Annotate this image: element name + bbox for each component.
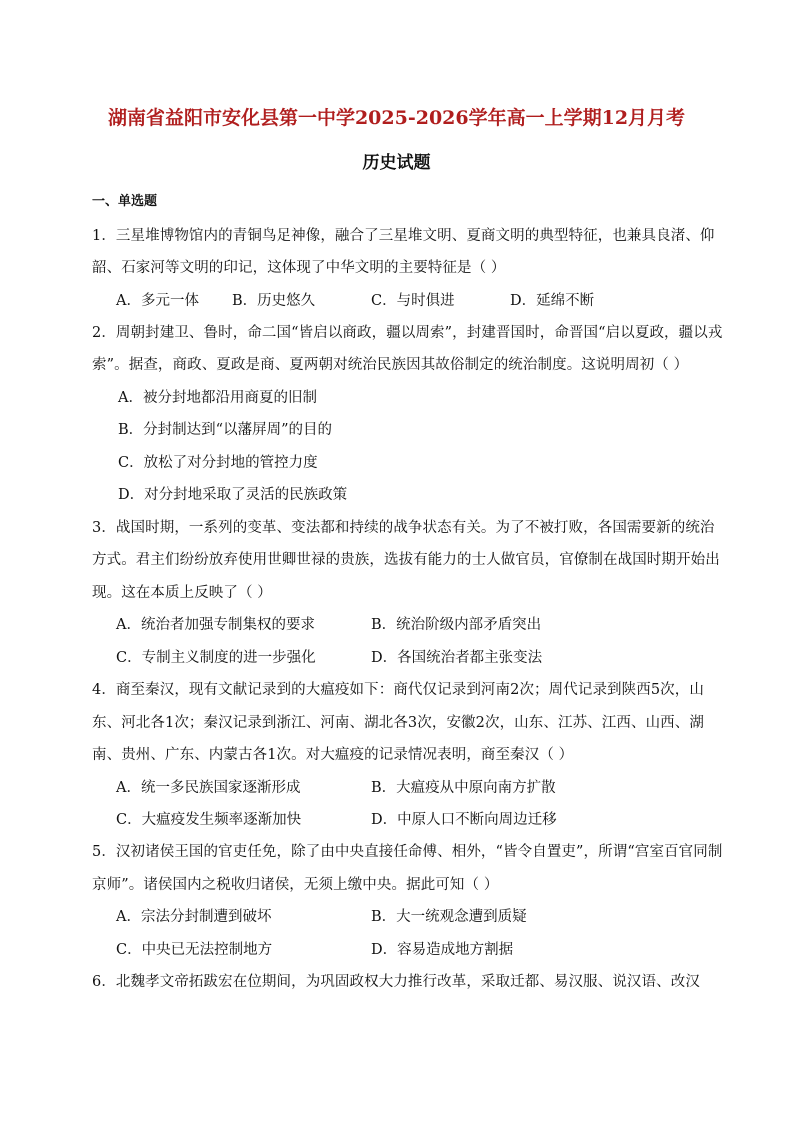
question-4-option-b: B．大瘟疫从中原向南方扩散 <box>371 780 556 796</box>
question-1-option-c: C．与时俱进 <box>371 293 455 309</box>
question-2-option-a: A．被分封地都沿用商夏的旧制 <box>118 390 317 406</box>
section-heading: 一、单选题 <box>92 194 158 209</box>
question-2-text-line-1: 2．周朝封建卫、鲁时，命二国“皆启以商政，疆以周索”，封建晋国时，命晋国“启以夏政，疆以戎 <box>92 325 723 341</box>
question-4-text-line-3: 南、贵州、广东、内蒙古各1次。对大瘟疫的记录情况表明，商至秦汉（ ） <box>92 747 574 763</box>
question-3-option-d: D．各国统治者都主张变法 <box>371 650 543 666</box>
question-4-text-line-1: 4．商至秦汉，现有文献记录到的大瘟疫如下：商代仅记录到河南2次；周代记录到陕西5次，山 <box>92 682 704 698</box>
question-5-option-d: D．容易造成地方割据 <box>371 942 514 958</box>
question-3-text-line-2: 方式。君主们纷纷放弃使用世卿世禄的贵族，选拔有能力的士人做官员，官僚制在战国时期开始出 <box>92 552 720 568</box>
question-4-option-a: A．统一多民族国家逐渐形成 <box>116 780 301 796</box>
question-3-option-c: C．专制主义制度的进一步强化 <box>116 650 316 666</box>
question-4-option-d: D．中原人口不断向周边迁移 <box>371 812 557 828</box>
question-5-option-c: C．中央已无法控制地方 <box>116 942 273 958</box>
question-1-option-a: A．多元一体 <box>116 293 199 309</box>
question-1-option-d: D．延绵不断 <box>510 293 595 309</box>
question-2-option-d: D．对分封地采取了灵活的民族政策 <box>118 487 348 503</box>
question-3-option-a: A．统治者加强专制集权的要求 <box>116 617 315 633</box>
question-2-option-c: C．放松了对分封地的管控力度 <box>118 455 318 471</box>
question-1-text-line-1: 1．三星堆博物馆内的青铜鸟足神像，融合了三星堆文明、夏商文明的典型特征，也兼具良渚、仰 <box>92 228 715 244</box>
question-5-option-b: B．大一统观念遭到质疑 <box>371 909 527 925</box>
question-3-text-line-3: 现。这在本质上反映了（ ） <box>92 585 272 601</box>
exam-subtitle: 历史试题 <box>362 153 431 173</box>
question-6-text-line-1: 6．北魏孝文帝拓跋宏在位期间，为巩固政权大力推行改革，采取迁都、易汉服、说汉语、改汉 <box>92 974 700 990</box>
question-2-text-line-2: 索”。据查，商政、夏政是商、夏两朝对统治民族因其故俗制定的统治制度。这说明周初（ ） <box>92 357 689 373</box>
question-4-option-c: C．大瘟疫发生频率逐渐加快 <box>116 812 302 828</box>
question-4-text-line-2: 东、河北各1次；秦汉记录到浙江、河南、湖北各3次，安徽2次，山东、江苏、江西、山西、湖 <box>92 715 704 731</box>
question-5-option-a: A．宗法分封制遭到破坏 <box>116 909 272 925</box>
exam-title: 湖南省益阳市安化县第一中学2025-2026学年高一上学期12月月考 <box>107 107 686 129</box>
question-5-text-line-1: 5．汉初诸侯王国的官吏任免，除了由中央直接任命傅、相外，“皆令自置吏”，所谓“宫室百官同制 <box>92 844 723 860</box>
question-2-option-b: B．分封制达到“以藩屏周”的目的 <box>118 422 332 438</box>
question-1-option-b: B．历史悠久 <box>232 293 316 309</box>
question-1-text-line-2: 韶、石家河等文明的印记，这体现了中华文明的主要特征是（ ） <box>92 260 506 276</box>
question-3-text-line-1: 3．战国时期，一系列的变革、变法都和持续的战争状态有关。为了不被打败，各国需要新的统治 <box>92 520 715 536</box>
question-5-text-line-2: 京师”。诸侯国内之税收归诸侯，无须上缴中央。据此可知（ ） <box>92 877 499 893</box>
question-3-option-b: B．统治阶级内部矛盾突出 <box>371 617 542 633</box>
